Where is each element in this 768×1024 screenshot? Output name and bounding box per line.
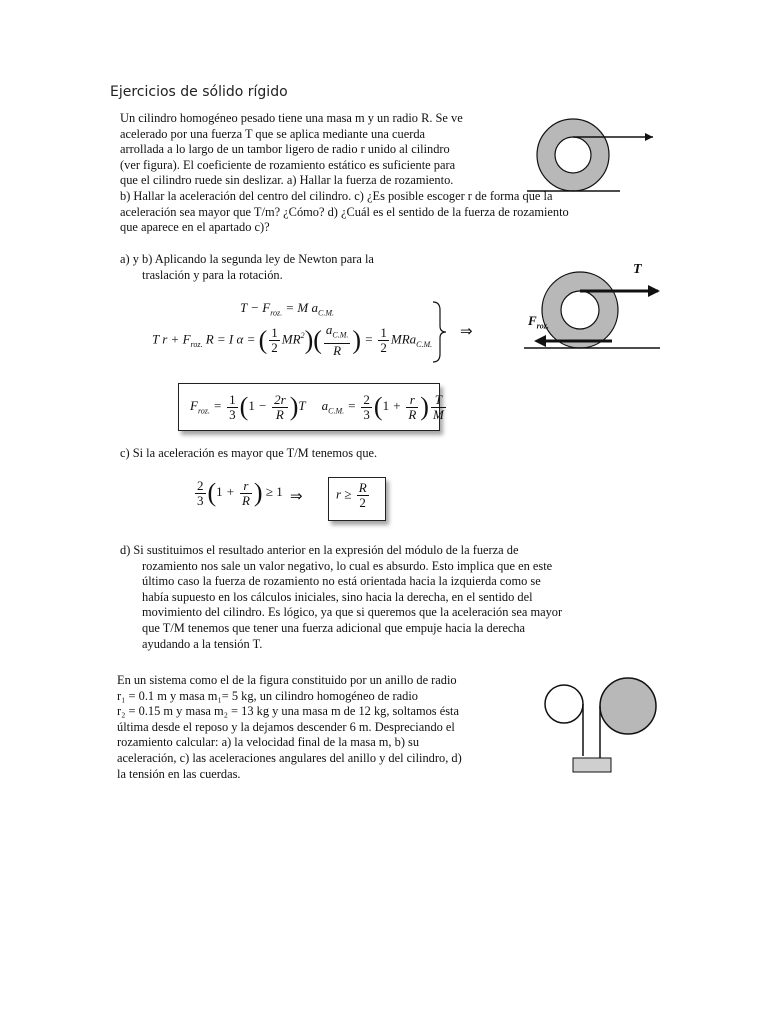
problem-1-line: que aparece en el apartado c)? — [120, 220, 270, 235]
document-title: Ejercicios de sólido rígido — [110, 84, 288, 100]
problem-2-line: r₂ = 0.15 m y masa m₂ = 13 kg y una masa m de 12 kg, soltamos ésta — [117, 704, 459, 719]
solution-d-line: movimiento del cilindro. Es lógico, ya que si queremos que la aceleración sea mayor — [142, 605, 563, 620]
problem-1-line: arrollada a lo largo de un tambor ligero de radio r unido al cilindro — [120, 142, 450, 157]
problem-2-line: aceleración, c) las aceleraciones angulares del anillo y del cilindro, d) — [117, 750, 462, 765]
problem-2-line: la tensión en las cuerdas. — [117, 766, 241, 781]
problem-2-line: última desde el reposo y la dejamos descender 6 m. Despreciando el — [117, 719, 455, 734]
problem-2-line: r₁ = 0.1 m y masa m₁= 5 kg, un cilindro homogéneo de radio — [117, 688, 419, 703]
problem-2-text — [117, 673, 529, 782]
solution-d-line: había supuesto en los cálculos iniciales, sino hacia la derecha, en el sentido del — [142, 589, 533, 604]
inequality-c: $\frac{2}{3}$ (1 + $\frac{r}{R}$ ) ≥ 1 — [197, 477, 283, 508]
problem-1-line: aceleración sea mayor que T/m? ¿Cómo? d) ¿Cuál es el sentido de la fuerza de rozamiento — [120, 204, 569, 219]
problem-1-line: (ver figura). El coeficiente de rozamiento estático es suficiente para — [120, 157, 456, 172]
label-friction — [528, 313, 549, 331]
solution-ab-line: a) y b) Aplicando la segunda ley de Newton para la — [120, 252, 374, 266]
implies-arrow-2: ⇒ — [290, 489, 303, 505]
equation-translation: $T - F_{roz.} = M$ $a_{C.M.}$ — [240, 300, 335, 318]
implies-arrow-1: ⇒ — [460, 324, 473, 340]
solution-d-line: ayudando a la tensión T. — [142, 636, 263, 651]
label-tension-text: T — [633, 262, 642, 277]
label-tension — [633, 262, 642, 278]
problem-1-text — [120, 111, 569, 236]
label-friction-text: F — [528, 313, 537, 328]
result-equations-ab: $F_{roz.}$ = $\frac{1}{3}$ (1 − $\frac{2r}{R}$ )T $a_{C.M.}$ = $\frac{2}{3}$ (1 + $\frac{r}{R}$ ) $\frac{T}{M}$ — [190, 391, 444, 422]
ring-cylinder-figure — [540, 676, 670, 782]
problem-1-line: que el cilindro ruede sin deslizar. a) Hallar la fuerza de rozamiento. — [120, 173, 454, 188]
solution-d-line: d) Si sustituimos el resultado anterior en la expresión del módulo de la fuerza de — [120, 543, 519, 557]
solution-c-text: c) Si la aceleración es mayor que T/M tenemos que. — [120, 446, 378, 460]
problem-1-line: b) Hallar la aceleración del centro del cilindro. c) ¿Es posible escoger r de forma que la — [120, 188, 553, 203]
equation-rotation: T $r + F_{roz.}$ R = I α = ( $\frac{1}{2}$ $MR^2$)( $\frac{a_{C.M.}}{R}$ ) = $\frac{1}{2}$ MRa$_{C.M.}$ — [152, 322, 433, 358]
spool-figure-2 — [520, 262, 665, 357]
solution-d-text — [120, 543, 655, 652]
problem-2-line: rozamiento calcular: a) la velocidad final de la masa m, b) su — [117, 735, 420, 750]
solution-ab-line: traslación y para la rotación. — [142, 267, 283, 282]
solution-d-line: que T/M tenemos que tener una fuerza adicional que empuje hacia la derecha — [142, 620, 526, 635]
solution-d-line: rozamiento nos sale un valor negativo, lo cual es absurdo. Esto implica que en este — [142, 558, 553, 573]
label-friction-sub: roz. — [536, 321, 549, 331]
result-c: r ≥ $\frac{R}{2}$ — [336, 480, 367, 510]
problem-2-line: En un sistema como el de la figura constituido por un anillo de radio — [117, 673, 457, 687]
spool-figure-1 — [525, 110, 665, 200]
problem-1-line: acelerado por una fuerza T que se aplica mediante una cuerda — [120, 126, 426, 141]
solution-d-line: último caso la fuerza de rozamiento no está orientada hacia la izquierda como se — [142, 574, 541, 589]
brace — [430, 300, 450, 364]
problem-1-line: Un cilindro homogéneo pesado tiene una masa m y un radio R. Se ve — [120, 111, 463, 125]
solution-ab-text — [120, 252, 500, 283]
